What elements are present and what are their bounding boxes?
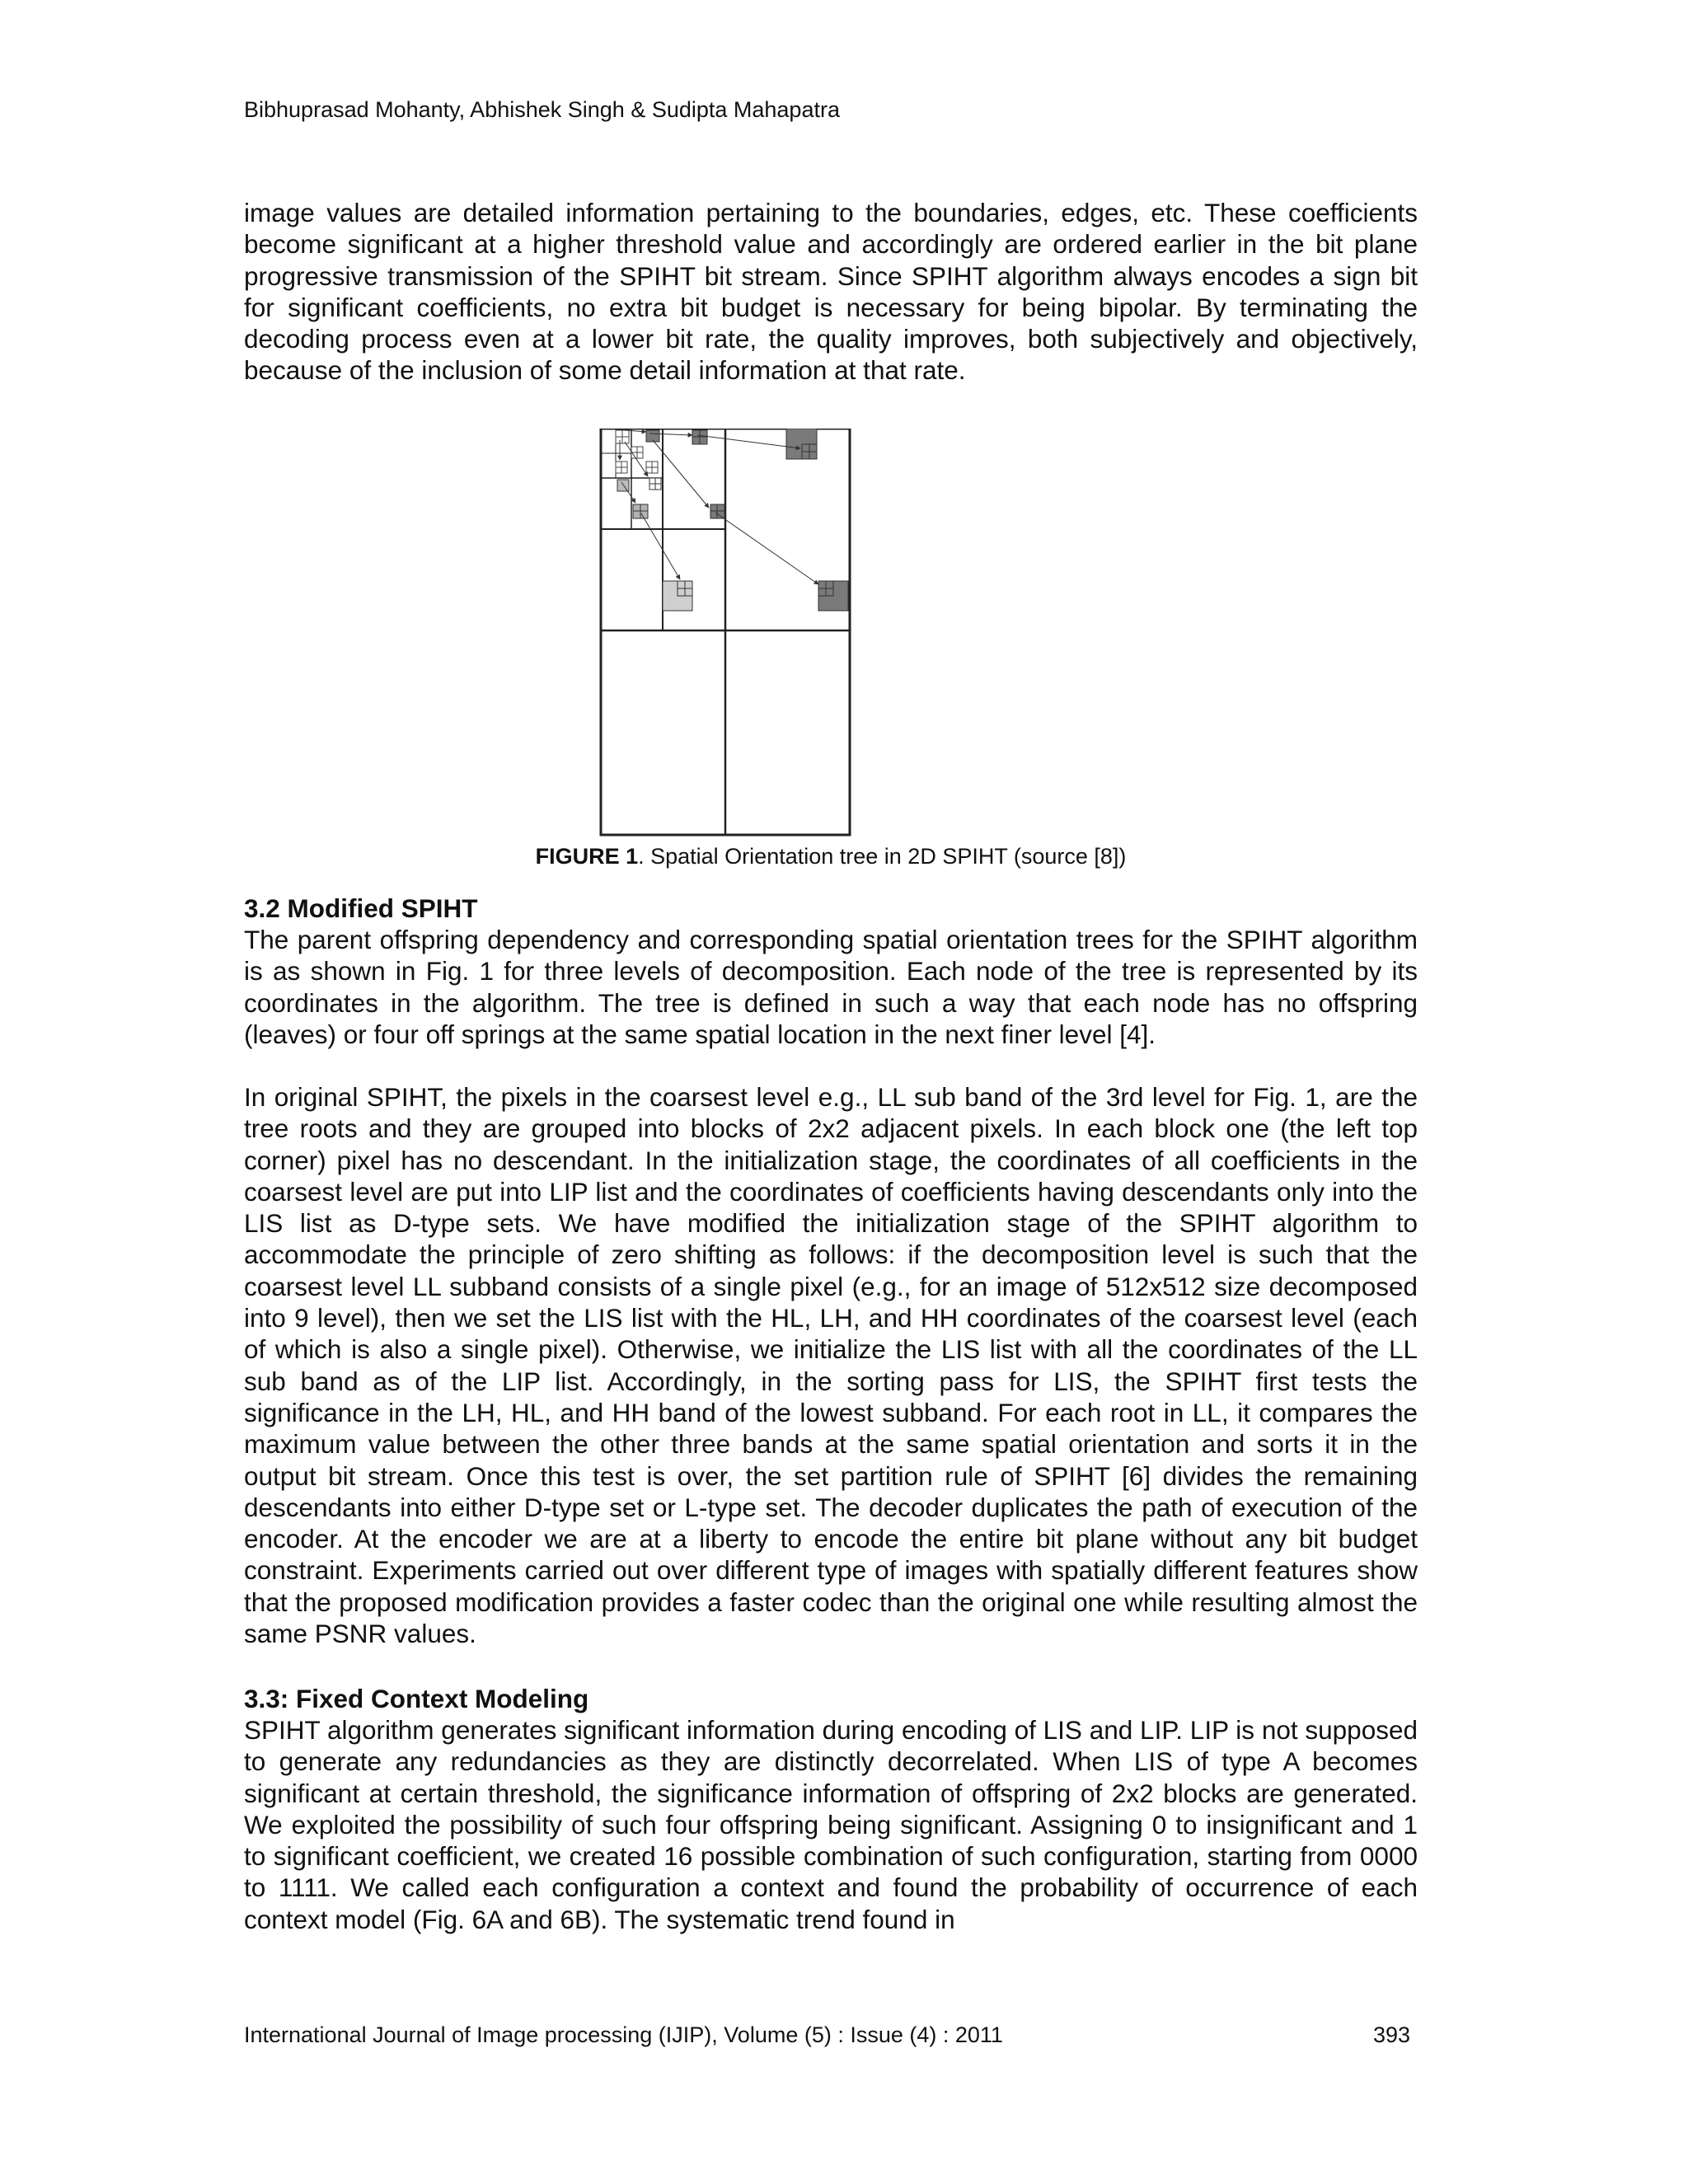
- section-3-3-paragraph: SPIHT algorithm generates significant information during encoding of LIS and LIP. LIP is not supposed to generate any redundancies as they are distinctly decorrelated. When LIS of type A becomes significant at certain threshold, the significance information of offspring of 2x2 blocks are generated. We exploited the possibility of such four offspring being significant. Assigning 0 to insignificant and 1 to significant coefficient, we created 16 possible combination of such configuration, starting from 0000 to 1111. We called each configuration a context and found the probability of occurrence of each context model (Fig. 6A and 6B). The systematic trend found in: [244, 1715, 1418, 1934]
- section-heading-3-3: 3.3: Fixed Context Modeling: [244, 1684, 589, 1713]
- section-3-2-paragraph-1: The parent offspring dependency and corresponding spatial orientation trees for the SPIHT algorithm is as shown in Fig. 1 for three levels of decomposition. Each node of the tree is represented by its coordinates in the algorithm. The tree is defined in such a way that each node has no offspring (leaves) or four off springs at the same spatial location in the next finer level [4].: [244, 925, 1418, 1049]
- figure-label: FIGURE 1: [535, 844, 639, 869]
- intro-paragraph: image values are detailed information pertaining to the boundaries, edges, etc. These coefficients become significant at a higher threshold value and accordingly are ordered earlier in the bit plane progressive transmission of the SPIHT bit stream. Since SPIHT algorithm always encodes a sign bit for significant coefficients, no extra bit budget is necessary for being bipolar. By terminating the decoding process even at a lower bit rate, the quality improves, both subjectively and objectively, because of the inclusion of some detail information at that rate.: [244, 198, 1418, 386]
- offspring-blocks: [617, 429, 848, 611]
- spatial-orientation-tree-figure: [577, 429, 1022, 841]
- figure-caption-text: . Spatial Orientation tree in 2D SPIHT (source [8]): [638, 844, 1127, 869]
- section-3-2-paragraph-2: In original SPIHT, the pixels in the coarsest level e.g., LL sub band of the 3rd level for Fig. 1, are the tree roots and they are grouped into blocks of 2x2 adjacent pixels. In each block one (the left top corner) pixel has no descendant. In the initialization stage, the coordinates of all coefficients in the coarsest level are put into LIP list and the coordinates of coefficients having descendants only into the LIS list as D-type sets. We have modified the initialization stage of the SPIHT algorithm to accommodate the principle of zero shifting as follows: if the decomposition level is such that the coarsest level LL subband consists of a single pixel (e.g., for an image of 512x512 size decomposed into 9 level), then we set the LIS list with the HL, LH, and HH coordinates of the coarsest level (each of which is also a single pixel). Otherwise, we initialize the LIS list with all the coordinates of the LL sub band as of the LIP list. Accordingly, in the sorting pass for LIS, the SPIHT first tests the significance in the LH, HL, and HH band of the lowest subband. For each root in LL, it compares the maximum value between the other three bands at the same spatial orientation and sorts it in the output bit stream. Once this test is over, the set partition rule of SPIHT [6] divides the remaining descendants into either D-type set or L-type set. The decoder duplicates the path of execution of the encoder. At the encoder we are at a liberty to encode the entire bit plane without any bit budget constraint. Experiments carried out over different type of images with spatially different features show that the proposed modification provides a faster codec than the original one while resulting almost the same PSNR values.: [244, 1082, 1418, 1649]
- footer-page-number: 393: [1373, 2022, 1411, 2047]
- footer-journal: International Journal of Image processing (IJIP), Volume (5) : Issue (4) : 2011: [244, 2022, 1003, 2047]
- subband-grid: [601, 429, 850, 835]
- figure-caption: [244, 842, 1418, 870]
- running-header: Bibhuprasad Mohanty, Abhishek Singh & Sudipta Mahapatra: [244, 97, 840, 122]
- section-heading-3-2: 3.2 Modified SPIHT: [244, 893, 478, 923]
